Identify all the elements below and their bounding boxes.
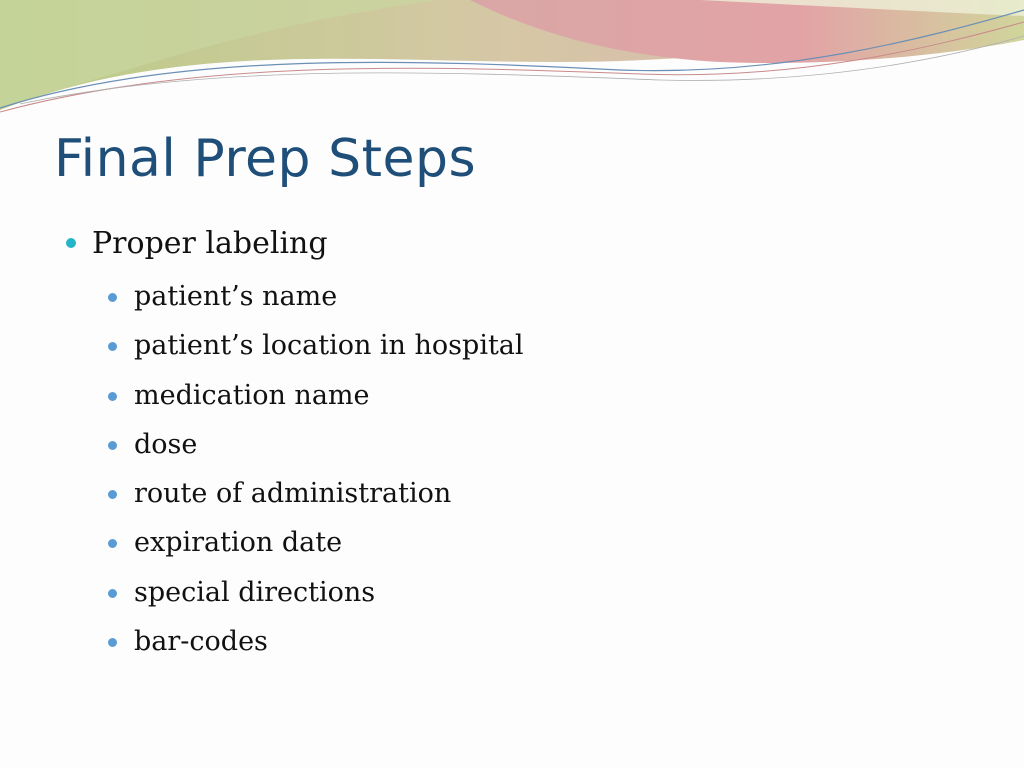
sub-bullet-item — [106, 469, 964, 518]
sub-bullet-label: patient’s location in hospital — [134, 330, 524, 362]
sub-bullet-item — [106, 617, 964, 666]
sub-bullet-item — [106, 321, 964, 370]
bullet-list — [64, 222, 964, 666]
sub-bullet-label: patient’s name — [134, 281, 338, 312]
sub-bullet-item — [106, 420, 964, 469]
sub-bullet-dot-icon — [108, 490, 117, 499]
sub-bullet-dot-icon — [108, 589, 117, 598]
sub-bullet-label: special directions — [134, 576, 376, 608]
sub-bullet-item — [106, 518, 964, 567]
sub-bullet-label: expiration date — [134, 527, 343, 559]
sub-bullet-dot-icon — [108, 638, 117, 647]
sub-bullet-label: bar-codes — [134, 626, 268, 658]
bullet-label: Proper labeling — [92, 226, 328, 261]
sub-bullet-item — [106, 272, 964, 321]
header-wave-decoration — [0, 0, 1024, 130]
sub-bullet-dot-icon — [108, 293, 117, 302]
sub-bullet-dot-icon — [108, 342, 117, 351]
slide-title: Final Prep Steps — [54, 129, 477, 189]
bullet-item-proper-labeling — [64, 222, 964, 266]
sub-bullet-list — [64, 272, 964, 666]
bullet-dot-icon — [66, 238, 76, 248]
sub-bullet-label: dose — [134, 428, 198, 460]
sub-bullet-item — [106, 371, 964, 420]
sub-bullet-dot-icon — [108, 539, 117, 548]
sub-bullet-item — [106, 568, 964, 617]
sub-bullet-label: route of administration — [134, 478, 452, 510]
sub-bullet-dot-icon — [108, 392, 117, 401]
sub-bullet-label: medication name — [134, 379, 370, 411]
sub-bullet-dot-icon — [108, 441, 117, 450]
